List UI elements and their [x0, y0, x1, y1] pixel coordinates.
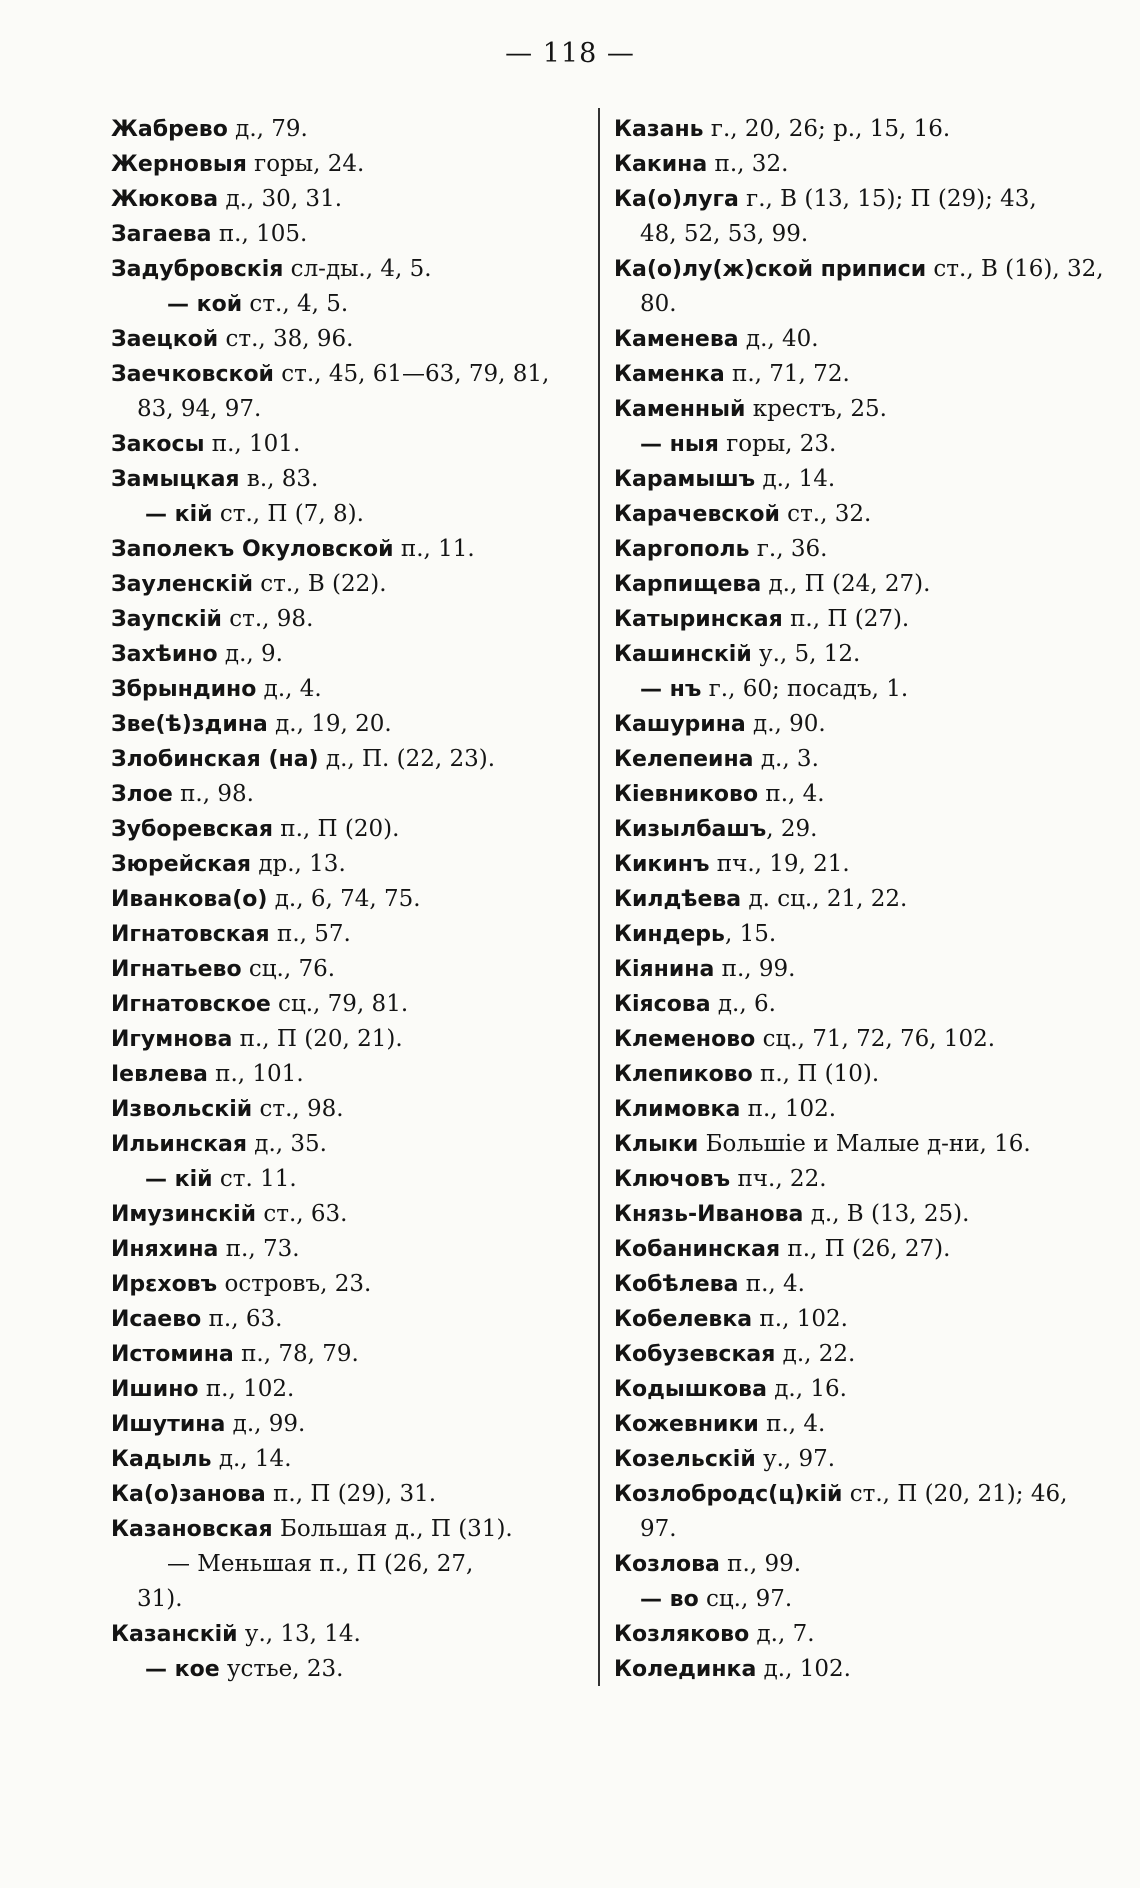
- entry-headword: Ишино: [111, 1377, 199, 1402]
- entry-headword: Каменева: [614, 327, 739, 352]
- entry-headword: Заецкой: [111, 327, 219, 352]
- entry-headword: Истомина: [111, 1342, 234, 1367]
- entry-headword: Катыринская: [614, 607, 783, 632]
- entry-references: п., 105.: [211, 221, 308, 247]
- entry-references: п., 101.: [207, 1061, 304, 1087]
- entry-headword: Захѣино: [111, 642, 218, 667]
- entry-headword: Кожевники: [614, 1412, 759, 1437]
- index-entry: [614, 217, 1094, 252]
- entry-references: д., 6, 74, 75.: [267, 886, 421, 912]
- entry-references: ст., 32.: [779, 501, 872, 527]
- entry-headword: Козлова: [614, 1552, 720, 1577]
- entry-headword: Задубровскія: [111, 257, 284, 282]
- entry-references: Большіе и Малые д-ни, 16.: [698, 1131, 1031, 1157]
- entry-headword: Заупскій: [111, 607, 222, 632]
- entry-references: ст., П (7, 8).: [212, 501, 364, 527]
- entry-references: ст., 45, 61—63, 79, 81,: [273, 361, 550, 387]
- index-entry: [614, 742, 1094, 777]
- index-entry: [111, 987, 581, 1022]
- entry-headword: Кіясова: [614, 992, 711, 1017]
- entry-references: п., П (29), 31.: [265, 1481, 437, 1507]
- index-entry: [614, 812, 1094, 847]
- entry-headword: Ка(о)занова: [111, 1482, 266, 1507]
- index-entry: [111, 1162, 581, 1197]
- entry-headword: Жерновыя: [111, 152, 247, 177]
- index-entry: [614, 1022, 1094, 1057]
- index-entry: [614, 112, 1094, 147]
- index-entry: [614, 532, 1094, 567]
- index-entry: [111, 1407, 581, 1442]
- entry-references: ст., 63.: [256, 1201, 348, 1227]
- entry-headword: Кобѣлева: [614, 1272, 739, 1297]
- entry-references: , 15.: [724, 921, 777, 947]
- entry-references: пч., 19, 21.: [709, 851, 850, 877]
- entry-references: ст., 98.: [252, 1096, 344, 1122]
- entry-headword: Ирεховъ: [111, 1272, 218, 1297]
- entry-references: г., 20, 26; р., 15, 16.: [703, 116, 951, 142]
- index-entry: [111, 742, 581, 777]
- index-entry: [111, 1057, 581, 1092]
- entry-references: ст., 98.: [221, 606, 314, 632]
- index-entry: [111, 357, 581, 392]
- entry-headword: Князь-Иванова: [614, 1202, 804, 1227]
- index-entry: [614, 637, 1094, 672]
- index-entry: [614, 1582, 1094, 1617]
- entry-headword: Злобинская (на): [111, 747, 319, 772]
- index-entry: [111, 1267, 581, 1302]
- index-entry: [614, 1267, 1094, 1302]
- entry-headword: Зве(ѣ)здина: [111, 712, 268, 737]
- index-entry: [614, 462, 1094, 497]
- entry-headword: Ка(о)лу(ж)ской приписи: [614, 257, 927, 282]
- entry-headword: Замыцкая: [111, 467, 240, 492]
- entry-references: п., П (10).: [752, 1061, 880, 1087]
- index-entry: [614, 1092, 1094, 1127]
- entry-headword: Кашинскій: [614, 642, 752, 667]
- index-entry: [111, 567, 581, 602]
- entry-headword: Ка(о)луга: [614, 187, 739, 212]
- entry-references: 97.: [640, 1516, 677, 1542]
- entry-headword: Казановская: [111, 1517, 273, 1542]
- entry-headword: Заполекъ Окуловской: [111, 537, 394, 562]
- index-entry: [111, 532, 581, 567]
- entry-headword: Каменный: [614, 397, 746, 422]
- entry-headword: Килдѣева: [614, 887, 742, 912]
- entry-headword: Жюкова: [111, 187, 219, 212]
- index-entry: [614, 952, 1094, 987]
- entry-references: горы, 24.: [246, 151, 365, 177]
- entry-references: п., 99.: [714, 956, 796, 982]
- index-column-left: [111, 112, 581, 1687]
- entry-references: сц., 97.: [698, 1586, 793, 1612]
- index-entry: [614, 1232, 1094, 1267]
- index-entry: [111, 1127, 581, 1162]
- entry-headword: Каргополь: [614, 537, 750, 562]
- entry-headword: Кадыль: [111, 1447, 212, 1472]
- entry-references: островъ, 23.: [217, 1271, 372, 1297]
- index-entry: [111, 952, 581, 987]
- index-entry: [111, 707, 581, 742]
- index-entry: [614, 357, 1094, 392]
- entry-references: горы, 23.: [718, 431, 837, 457]
- index-entry: [614, 1652, 1094, 1687]
- entry-references: п., 63.: [201, 1306, 283, 1332]
- index-entry: [111, 1372, 581, 1407]
- index-entry: [614, 1197, 1094, 1232]
- index-entry: [614, 1547, 1094, 1582]
- entry-headword: Игнатьево: [111, 957, 242, 982]
- entry-headword: Кобанинская: [614, 1237, 781, 1262]
- entry-headword: Карпищева: [614, 572, 762, 597]
- entry-references: г., 36.: [749, 536, 828, 562]
- index-entry: [614, 497, 1094, 532]
- entry-headword: Кобузевская: [614, 1342, 776, 1367]
- entry-references: п., П (20, 21).: [232, 1026, 403, 1052]
- index-entry: [614, 1617, 1094, 1652]
- entry-headword: — кой: [167, 292, 243, 317]
- entry-headword: Ильинская: [111, 1132, 247, 1157]
- entry-references: д., 16.: [766, 1376, 847, 1402]
- entry-headword: Климовка: [614, 1097, 741, 1122]
- index-entry: [614, 1477, 1094, 1512]
- entry-headword: Кикинъ: [614, 852, 710, 877]
- entry-references: д., 102.: [756, 1656, 851, 1682]
- entry-references: др., 13.: [251, 851, 346, 877]
- entry-headword: Карамышъ: [614, 467, 756, 492]
- entry-headword: Ключовъ: [614, 1167, 731, 1192]
- index-entry: [614, 182, 1094, 217]
- entry-references: п., П (20).: [272, 816, 400, 842]
- index-entry: [111, 217, 581, 252]
- entry-references: ст., В (16), 32,: [926, 256, 1104, 282]
- entry-headword: — нъ: [640, 677, 702, 702]
- entry-references: д., 7.: [749, 1621, 815, 1647]
- entry-references: пч., 22.: [730, 1166, 827, 1192]
- index-entry: [614, 1512, 1094, 1547]
- index-column-right: [614, 112, 1104, 1687]
- entry-headword: Заечковской: [111, 362, 274, 387]
- entry-headword: Имузинскій: [111, 1202, 257, 1227]
- entry-references: сл-ды., 4, 5.: [283, 256, 432, 282]
- index-entry: [111, 1022, 581, 1057]
- entry-headword: Козлобродс(ц)кій: [614, 1482, 843, 1507]
- entry-references: д., 14.: [755, 466, 836, 492]
- entry-headword: Казань: [614, 117, 704, 142]
- index-entry: [614, 1127, 1094, 1162]
- index-entry: [111, 322, 581, 357]
- index-entry: [111, 1442, 581, 1477]
- entry-references: , 29.: [766, 816, 818, 842]
- index-entry: [111, 1337, 581, 1372]
- entry-headword: Іевлева: [111, 1062, 208, 1087]
- entry-references: п., 32.: [707, 151, 789, 177]
- index-entry: [111, 112, 581, 147]
- index-entry: [614, 777, 1094, 812]
- entry-headword: Иванкова(о): [111, 887, 268, 912]
- index-entry: [614, 847, 1094, 882]
- entry-references: п., 102.: [740, 1096, 837, 1122]
- entry-headword: Исаево: [111, 1307, 202, 1332]
- entry-references: п., П (27).: [782, 606, 910, 632]
- entry-references: 48, 52, 53, 99.: [640, 221, 809, 247]
- entry-references: устье, 23.: [219, 1656, 344, 1682]
- entry-headword: Кіянина: [614, 957, 715, 982]
- index-entry: [614, 147, 1094, 182]
- index-entry: [111, 1232, 581, 1267]
- entry-headword: Кизылбашъ: [614, 817, 767, 842]
- entry-headword: Жабрево: [111, 117, 228, 142]
- entry-references: п., 57.: [269, 921, 351, 947]
- index-entry: [614, 672, 1094, 707]
- entry-headword: — во: [640, 1587, 699, 1612]
- entry-references: ст. 11.: [212, 1166, 297, 1192]
- entry-references: 31).: [137, 1586, 183, 1612]
- column-divider: [598, 108, 600, 1686]
- entry-headword: Кобелевка: [614, 1307, 753, 1332]
- entry-headword: Закосы: [111, 432, 205, 457]
- index-entry: [111, 917, 581, 952]
- index-entry: [614, 322, 1094, 357]
- entry-headword: Игумнова: [111, 1027, 233, 1052]
- index-entry: [111, 427, 581, 462]
- entry-headword: Клыки: [614, 1132, 699, 1157]
- entry-references: д. сц., 21, 22.: [741, 886, 908, 912]
- index-entry: [111, 182, 581, 217]
- entry-headword: Извольскій: [111, 1097, 253, 1122]
- index-entry: [614, 567, 1094, 602]
- index-entry: [111, 287, 581, 322]
- index-entry: [111, 812, 581, 847]
- entry-references: ст., 38, 96.: [218, 326, 354, 352]
- entry-headword: Иняхина: [111, 1237, 219, 1262]
- entry-references: у., 5, 12.: [751, 641, 861, 667]
- index-entry: [614, 1057, 1094, 1092]
- entry-references: у., 13, 14.: [237, 1621, 361, 1647]
- entry-references: п., 98.: [172, 781, 254, 807]
- index-entry: [111, 672, 581, 707]
- entry-references: п., 71, 72.: [724, 361, 850, 387]
- entry-references: п., 73.: [218, 1236, 300, 1262]
- entry-headword: Козляково: [614, 1622, 750, 1647]
- entry-references: сц., 79, 81.: [270, 991, 409, 1017]
- entry-references: д., 4.: [256, 676, 322, 702]
- entry-references: п., 99.: [719, 1551, 802, 1577]
- entry-references: д., 14.: [211, 1446, 292, 1472]
- entry-references: д., 9.: [217, 641, 283, 667]
- entry-headword: Игнатовское: [111, 992, 271, 1017]
- entry-headword: — кое: [145, 1657, 220, 1682]
- entry-headword: Келепеина: [614, 747, 754, 772]
- index-entry: [111, 252, 581, 287]
- index-entry: [111, 1547, 581, 1582]
- index-entry: [111, 1092, 581, 1127]
- index-entry: [111, 1302, 581, 1337]
- index-entry: [111, 1512, 581, 1547]
- index-entry: [614, 287, 1094, 322]
- index-entry: [111, 147, 581, 182]
- entry-headword: Казанскій: [111, 1622, 238, 1647]
- index-entry: [614, 1372, 1094, 1407]
- entry-headword: Кашурина: [614, 712, 746, 737]
- index-entry: [111, 1582, 581, 1617]
- entry-headword: Клеменово: [614, 1027, 756, 1052]
- index-entry: [111, 847, 581, 882]
- entry-references: д., 99.: [225, 1411, 306, 1437]
- entry-headword: Каменка: [614, 362, 725, 387]
- index-entry: [614, 392, 1094, 427]
- index-entry: [111, 1652, 581, 1687]
- index-entry: [111, 777, 581, 812]
- index-entry: [111, 882, 581, 917]
- entry-references: п., П (26, 27).: [780, 1236, 951, 1262]
- index-entry: [111, 1617, 581, 1652]
- entry-references: сц., 76.: [241, 956, 336, 982]
- entry-references: п., 78, 79.: [233, 1341, 359, 1367]
- entry-headword: Зауленскій: [111, 572, 253, 597]
- entry-references: д., П. (22, 23).: [318, 746, 496, 772]
- entry-references: крестъ, 25.: [745, 396, 887, 422]
- entry-references: в., 83.: [239, 466, 319, 492]
- entry-references: п., 101.: [204, 431, 301, 457]
- index-entry: [614, 882, 1094, 917]
- entry-headword: Зуборевская: [111, 817, 273, 842]
- index-entry: [614, 1337, 1094, 1372]
- entry-headword: Кодышкова: [614, 1377, 767, 1402]
- entry-references: п., 11.: [393, 536, 475, 562]
- entry-references: г., В (13, 15); П (29); 43,: [738, 186, 1037, 212]
- entry-headword: Клепиково: [614, 1062, 753, 1087]
- index-entry: [614, 987, 1094, 1022]
- index-entry: [614, 1442, 1094, 1477]
- entry-headword: Киндерь: [614, 922, 725, 947]
- entry-references: г., 60; посадъ, 1.: [701, 676, 909, 702]
- index-entry: [111, 1197, 581, 1232]
- index-entry: [614, 917, 1094, 952]
- index-entry: [614, 1162, 1094, 1197]
- entry-headword: Ишутина: [111, 1412, 226, 1437]
- entry-references: д., 3.: [753, 746, 819, 772]
- entry-headword: Загаева: [111, 222, 212, 247]
- entry-headword: Зюрейская: [111, 852, 252, 877]
- index-entry: [111, 462, 581, 497]
- entry-headword: Збрындино: [111, 677, 257, 702]
- entry-references: сц., 71, 72, 76, 102.: [755, 1026, 996, 1052]
- entry-references: д., 90.: [745, 711, 826, 737]
- index-entry: [111, 497, 581, 532]
- entry-references: д., 19, 20.: [267, 711, 392, 737]
- page-number: — 118 —: [505, 38, 635, 69]
- index-entry: [614, 252, 1104, 287]
- entry-headword: Карачевской: [614, 502, 780, 527]
- entry-headword: Какина: [614, 152, 708, 177]
- index-entry: [614, 1302, 1094, 1337]
- index-entry: [614, 707, 1094, 742]
- entry-references: д., 30, 31.: [218, 186, 343, 212]
- entry-headword: Колединка: [614, 1657, 757, 1682]
- entry-references: д., П (24, 27).: [761, 571, 931, 597]
- entry-references: Большая д., П (31).: [272, 1516, 513, 1542]
- index-entry: [614, 602, 1094, 637]
- entry-references: ст., П (20, 21); 46,: [842, 1481, 1068, 1507]
- entry-references: у., 97.: [755, 1446, 836, 1472]
- entry-references: — Меньшая п., П (26, 27,: [167, 1551, 474, 1577]
- index-entry: [614, 1407, 1094, 1442]
- entry-references: д., 35.: [247, 1131, 327, 1157]
- entry-references: д., 6.: [710, 991, 776, 1017]
- entry-references: п., 4.: [738, 1271, 805, 1297]
- entry-headword: Злое: [111, 782, 173, 807]
- entry-headword: — ныя: [640, 432, 719, 457]
- index-entry: [614, 427, 1094, 462]
- entry-references: 83, 94, 97.: [137, 396, 262, 422]
- entry-references: д., 22.: [775, 1341, 856, 1367]
- entry-headword: Кіевниково: [614, 782, 759, 807]
- index-entry: [111, 602, 581, 637]
- entry-references: п., 4.: [758, 1411, 826, 1437]
- index-entry: [111, 392, 581, 427]
- entry-references: д., В (13, 25).: [803, 1201, 970, 1227]
- entry-references: ст., В (22).: [252, 571, 387, 597]
- entry-references: д., 40.: [738, 326, 819, 352]
- entry-references: д., 79.: [227, 116, 308, 142]
- entry-references: п., 102.: [752, 1306, 848, 1332]
- index-entry: [111, 637, 581, 672]
- entry-references: ст., 4, 5.: [242, 291, 349, 317]
- entry-references: п., 102.: [198, 1376, 295, 1402]
- index-entry: [111, 1477, 581, 1512]
- entry-references: п., 4.: [758, 781, 825, 807]
- entry-headword: Игнатовская: [111, 922, 270, 947]
- entry-headword: — кій: [145, 1167, 213, 1192]
- entry-headword: — кій: [145, 502, 213, 527]
- entry-references: 80.: [640, 291, 677, 317]
- entry-headword: Козельскій: [614, 1447, 756, 1472]
